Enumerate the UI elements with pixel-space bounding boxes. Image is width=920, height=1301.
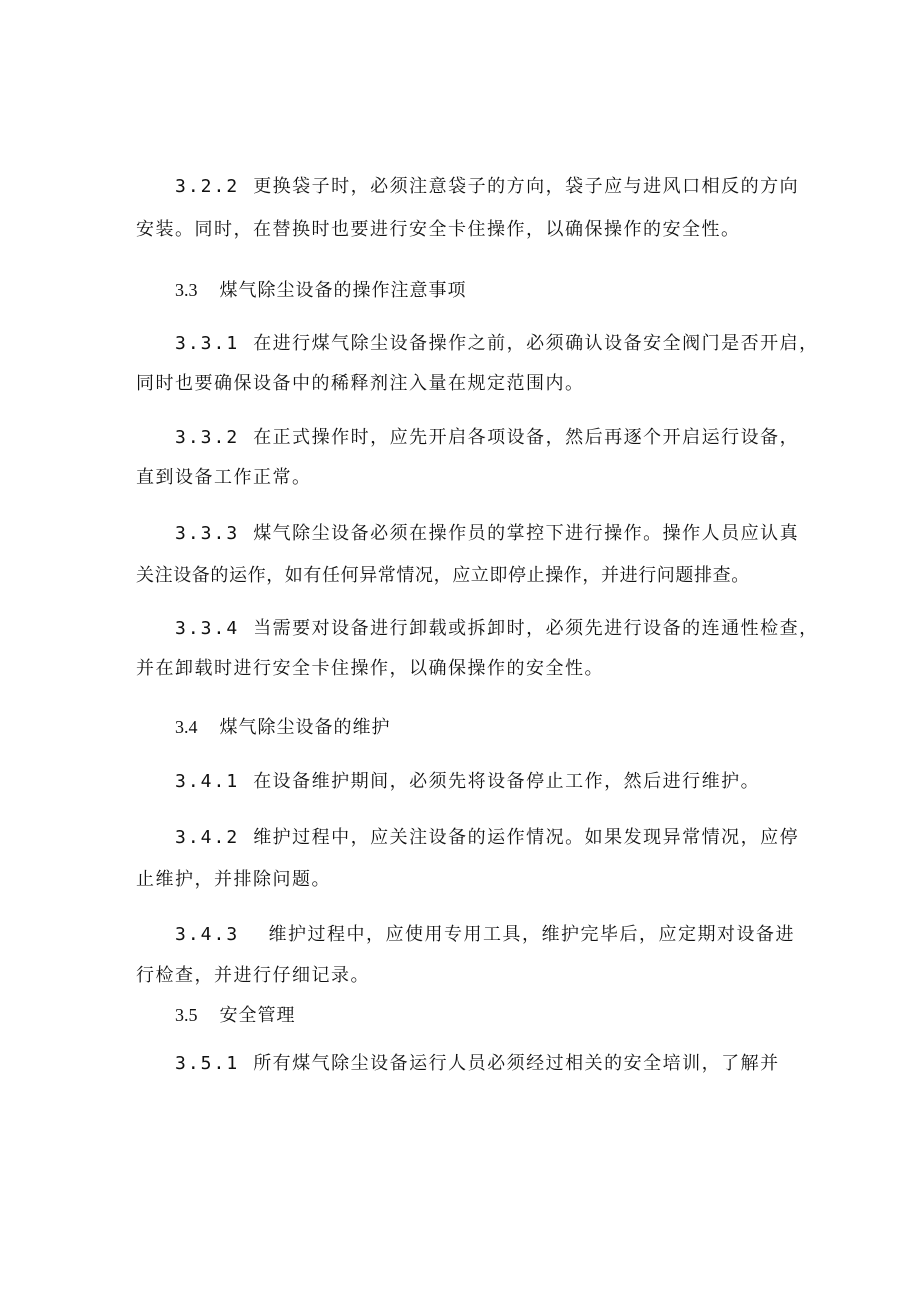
- section-heading-3-5: [175, 1003, 296, 1028]
- paragraph-3-4-3-line-1: [175, 923, 795, 947]
- clause-number: 3.4.2: [175, 827, 240, 848]
- clause-number: 3.3.4: [175, 618, 240, 639]
- paragraph-3-4-1-line-1: [175, 770, 760, 794]
- paragraph-text: 在设备维护期间，必须先将设备停止工作，然后进行维护。: [253, 771, 761, 792]
- paragraph-text: 在正式操作时，应先开启各项设备，然后再逐个开启运行设备，: [253, 427, 800, 448]
- paragraph-3-3-2-line-2: 直到设备工作正常。: [136, 467, 312, 488]
- paragraph-3-3-4-line-2: 并在卸载时进行安全卡住操作，以确保操作的安全性。: [136, 658, 604, 679]
- paragraph-3-3-2-line-1: [175, 426, 800, 450]
- paragraph-text: 当需要对设备进行卸载或拆卸时，必须先进行设备的连通性检查，: [253, 618, 819, 639]
- clause-number: 3.5.1: [175, 1053, 240, 1074]
- section-title: 煤气除尘设备的维护: [219, 717, 391, 738]
- clause-number: 3.4.3: [175, 924, 240, 945]
- paragraph-3-4-2-line-1: [175, 826, 800, 850]
- paragraph-3-2-2-line-2: 安装。同时，在替换时也要进行安全卡住操作，以确保操作的安全性。: [136, 219, 741, 240]
- paragraph-3-3-1-line-1: [175, 332, 819, 356]
- clause-number: 3.3.1: [175, 333, 240, 354]
- paragraph-3-2-2-line-1: [175, 175, 800, 199]
- paragraph-3-3-3-line-2: 关注设备的运作，如有任何异常情况，应立即停止操作，并进行问题排查。: [136, 565, 750, 586]
- paragraph-3-4-3-line-2: 行检查，并进行仔细记录。: [136, 965, 370, 986]
- clause-number: 3.3.2: [175, 427, 240, 448]
- clause-number: 3.3.3: [175, 523, 240, 544]
- paragraph-text: 煤气除尘设备必须在操作员的掌控下进行操作。操作人员应认真: [253, 523, 800, 544]
- section-title: 煤气除尘设备的操作注意事项: [219, 280, 467, 301]
- paragraph-3-3-1-line-2: 同时也要确保设备中的稀释剂注入量在规定范围内。: [136, 373, 585, 394]
- paragraph-text: 维护过程中，应使用专用工具，维护完毕后，应定期对设备进: [268, 924, 795, 945]
- section-title: 安全管理: [219, 1005, 296, 1026]
- paragraph-text: 维护过程中，应关注设备的运作情况。如果发现异常情况，应停: [253, 827, 800, 848]
- clause-number: 3.2.2: [175, 176, 240, 197]
- paragraph-3-5-1-line-1: [175, 1052, 779, 1076]
- paragraph-3-3-4-line-1: [175, 617, 819, 641]
- paragraph-text: 更换袋子时，必须注意袋子的方向，袋子应与进风口相反的方向: [253, 176, 800, 197]
- section-heading-3-3: [175, 278, 467, 303]
- paragraph-3-3-3-line-1: [175, 522, 800, 546]
- paragraph-3-4-2-line-2: 止维护，并排除问题。: [136, 869, 331, 890]
- clause-number: 3.4.1: [175, 771, 240, 792]
- section-heading-3-4: [175, 715, 391, 740]
- section-number: 3.3: [175, 280, 198, 300]
- paragraph-text: 在进行煤气除尘设备操作之前，必须确认设备安全阀门是否开启，: [253, 333, 819, 354]
- paragraph-text: 所有煤气除尘设备运行人员必须经过相关的安全培训，了解并: [253, 1053, 780, 1074]
- section-number: 3.4: [175, 717, 198, 737]
- section-number: 3.5: [175, 1005, 198, 1025]
